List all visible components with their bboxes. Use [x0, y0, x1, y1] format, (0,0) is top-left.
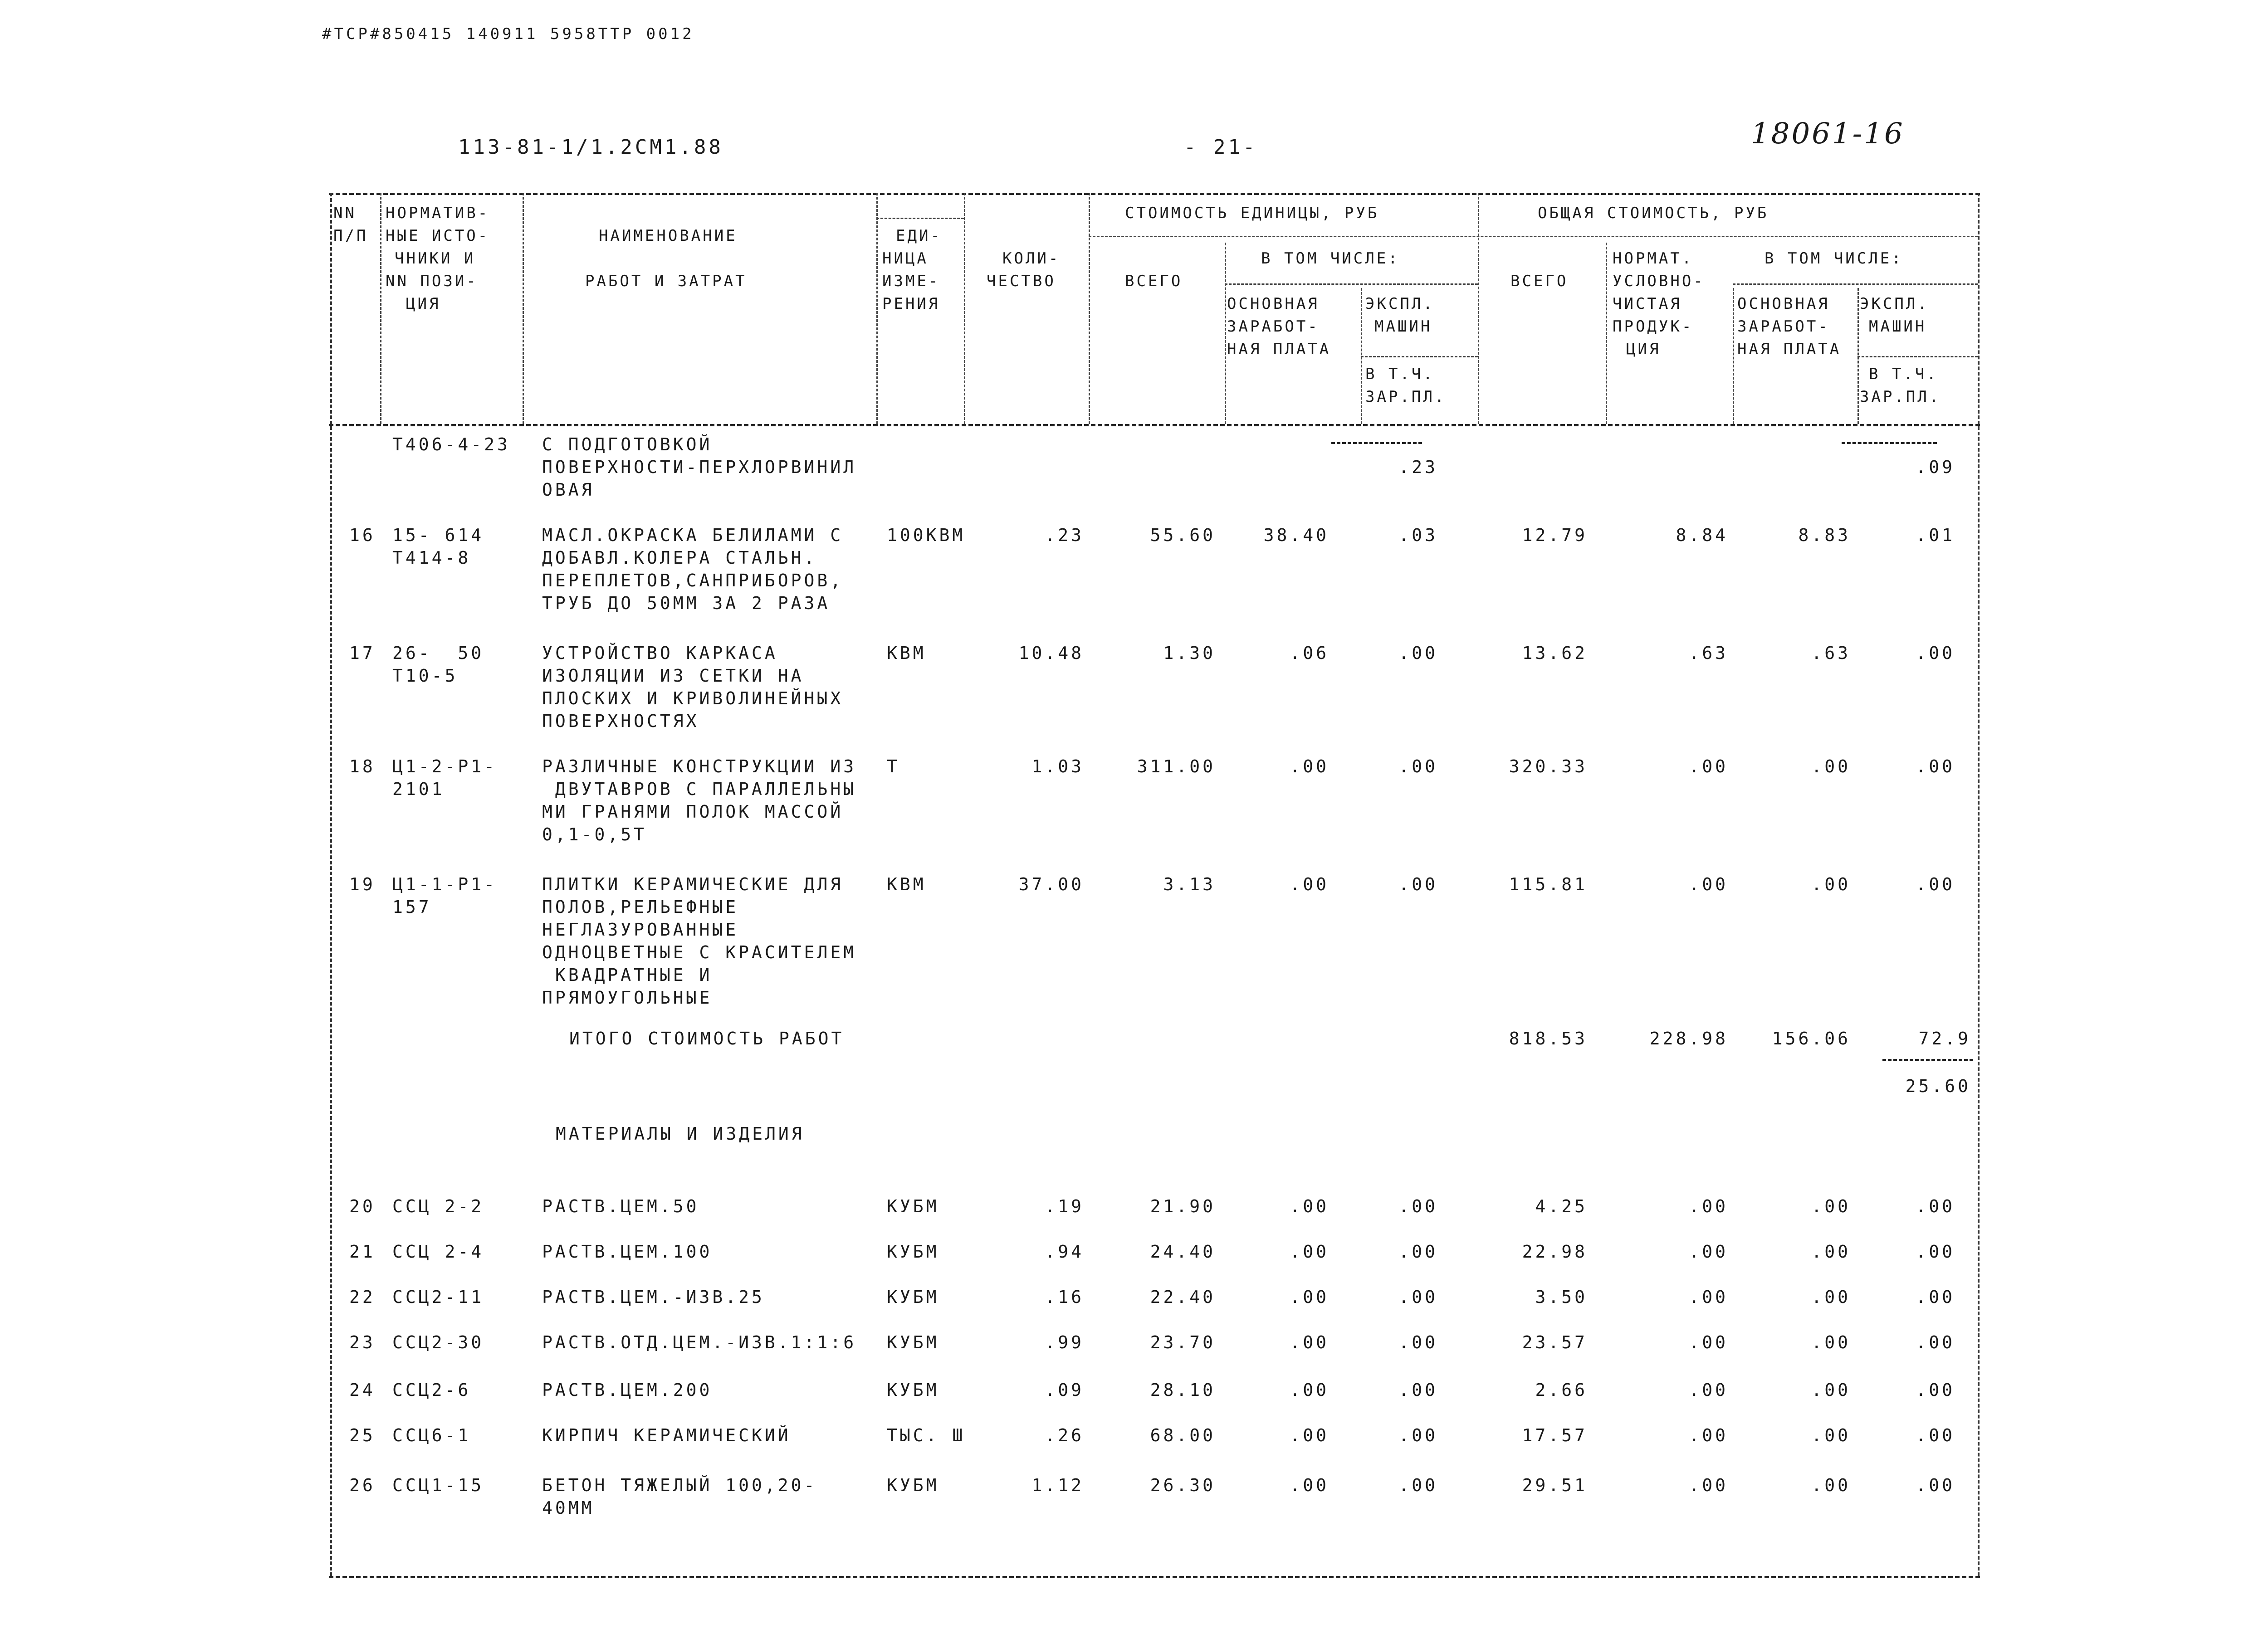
material-row-norm: .00 — [1689, 1332, 1728, 1352]
col-sep — [964, 193, 965, 424]
hdr-vtom: В ТОМ ЧИСЛЕ: — [1261, 249, 1400, 268]
itogo-dash — [1882, 1059, 1973, 1061]
work-row-name-line: ТРУБ ДО 50ММ ЗА 2 РАЗА — [542, 593, 831, 613]
material-row-osn: .00 — [1290, 1475, 1329, 1495]
material-row-code: ССЦ 2-4 — [392, 1242, 484, 1262]
material-row-code: ССЦ6-1 — [392, 1425, 471, 1445]
cont-name-3: ОВАЯ — [542, 480, 595, 500]
eksp-sep2 — [1857, 356, 1978, 357]
handwritten-note: 18061-16 — [1751, 117, 1905, 151]
hdr-vtzp-2: ЗАР.ПЛ. — [1365, 388, 1447, 406]
material-row-unit: КУБМ — [887, 1287, 939, 1307]
col-sep — [876, 193, 878, 424]
hdr-vtom-2: В ТОМ ЧИСЛЕ: — [1765, 249, 1903, 268]
hdr-normch-1: НОРМАТ. — [1613, 249, 1694, 268]
material-row-osn: .00 — [1290, 1287, 1329, 1307]
itogo-total: 818.53 — [1509, 1029, 1588, 1049]
work-row-osn2: 8.83 — [1798, 525, 1851, 545]
material-row-norm: .00 — [1689, 1242, 1728, 1262]
col-sep — [523, 193, 524, 424]
material-row-osn2: .00 — [1811, 1196, 1851, 1216]
hdr-total-cost: ОБЩАЯ СТОИМОСТЬ, РУБ — [1538, 204, 1769, 222]
hdr-name-2: РАБОТ И ЗАТРАТ — [585, 272, 747, 290]
material-row-unit: ТЫС. Ш — [887, 1425, 966, 1445]
work-row-qty: 1.03 — [1031, 756, 1084, 776]
hdr-unit-4: РЕНИЯ — [882, 295, 940, 313]
material-row-name-line: РАСТВ.ЦЕМ.-ИЗВ.25 — [542, 1287, 765, 1307]
work-row-name-line: ДОБАВЛ.КОЛЕРА СТАЛЬН. — [542, 548, 817, 568]
hdr-normch-5: ЦИЯ — [1626, 340, 1661, 358]
material-row-vsego: 21.90 — [1150, 1196, 1216, 1216]
vtom-sep2 — [1733, 283, 1978, 285]
work-row-unit: КВМ — [887, 643, 926, 663]
work-row-name-line: НЕГЛАЗУРОВАННЫЕ — [542, 920, 739, 940]
material-row-eksp2: .00 — [1916, 1425, 1955, 1445]
work-row-name-line: ПОВЕРХНОСТЯХ — [542, 711, 699, 731]
hdr-osn-3: НАЯ ПЛАТА — [1227, 340, 1331, 358]
work-row-code: 15- 614 — [392, 525, 484, 545]
work-row-code: Ц1-1-Р1- — [392, 874, 498, 894]
material-row-num: 25 — [349, 1425, 376, 1445]
work-row-osn: .06 — [1290, 643, 1329, 663]
material-row-qty: .99 — [1045, 1332, 1084, 1352]
work-row-name-line: 0,1-0,5Т — [542, 824, 647, 844]
work-row-vsego: 1.30 — [1163, 643, 1216, 663]
material-row-total: 23.57 — [1522, 1332, 1588, 1352]
work-row-eksp2: .01 — [1916, 525, 1955, 545]
material-row-osn: .00 — [1290, 1332, 1329, 1352]
work-row-code: Т414-8 — [392, 548, 471, 568]
col-sep — [1478, 193, 1479, 424]
hdr-qty-1: КОЛИ- — [1002, 249, 1061, 268]
col-sep — [380, 193, 381, 424]
material-row-unit: КУБМ — [887, 1242, 939, 1262]
material-row-name-line: РАСТВ.ОТД.ЦЕМ.-ИЗВ.1:1:6 — [542, 1332, 857, 1352]
hdr-eksp-2: МАШИН — [1374, 317, 1432, 336]
hdr-unit-cost: СТОИМОСТЬ ЕДИНИЦЫ, РУБ — [1125, 204, 1379, 222]
work-row-osn2: .00 — [1811, 874, 1851, 894]
work-row-eksp2: .00 — [1916, 756, 1955, 776]
col-sep — [1733, 288, 1734, 424]
work-row-total: 115.81 — [1509, 874, 1588, 894]
material-row-osn2: .00 — [1811, 1332, 1851, 1352]
work-row-unit: Т — [887, 756, 900, 776]
material-row-num: 26 — [349, 1475, 376, 1495]
work-row-total: 320.33 — [1509, 756, 1588, 776]
work-row-name-line: ПОЛОВ,РЕЛЬЕФНЫЕ — [542, 897, 739, 917]
vtom-sep — [1225, 283, 1478, 285]
hdr-vtzp2-1: В Т.Ч. — [1869, 365, 1938, 383]
itogo-zp: 25.60 — [1905, 1076, 1971, 1096]
hdr-unit-3: ИЗМЕ- — [882, 272, 940, 290]
header-bottom-line — [329, 424, 1980, 426]
work-row-eksp: .00 — [1398, 756, 1438, 776]
work-row-eksp2: .00 — [1916, 874, 1955, 894]
material-row-vsego: 23.70 — [1150, 1332, 1216, 1352]
material-row-eksp2: .00 — [1916, 1196, 1955, 1216]
material-row-code: ССЦ2-6 — [392, 1380, 471, 1400]
material-row-vsego: 68.00 — [1150, 1425, 1216, 1445]
material-row-num: 22 — [349, 1287, 376, 1307]
material-row-vsego: 28.10 — [1150, 1380, 1216, 1400]
materials-title: МАТЕРИАЛЫ И ИЗДЕЛИЯ — [556, 1124, 805, 1144]
hdr-eksp-1: ЭКСПЛ. — [1365, 295, 1435, 313]
work-row-norm: .00 — [1689, 874, 1728, 894]
work-row-name-line: ОДНОЦВЕТНЫЕ С КРАСИТЕЛЕМ — [542, 942, 857, 962]
material-row-qty: .26 — [1045, 1425, 1084, 1445]
material-row-name-line: БЕТОН ТЯЖЕЛЫЙ 100,20- — [542, 1475, 817, 1495]
work-row-num: 18 — [349, 756, 376, 776]
material-row-osn2: .00 — [1811, 1475, 1851, 1495]
material-row-eksp: .00 — [1398, 1380, 1438, 1400]
material-row-vsego: 26.30 — [1150, 1475, 1216, 1495]
material-row-qty: .19 — [1045, 1196, 1084, 1216]
material-row-eksp2: .00 — [1916, 1287, 1955, 1307]
work-row-norm: 8.84 — [1676, 525, 1728, 545]
cont-total-eksp-zp: .09 — [1916, 457, 1955, 477]
material-row-eksp2: .00 — [1916, 1380, 1955, 1400]
hdr-norm-5: ЦИЯ — [406, 295, 441, 313]
material-row-eksp: .00 — [1398, 1242, 1438, 1262]
hdr-vsego-2: ВСЕГО — [1510, 272, 1569, 290]
work-row-qty: 37.00 — [1018, 874, 1084, 894]
hdr-osn-2: ЗАРАБОТ- — [1227, 317, 1320, 336]
material-row-unit: КУБМ — [887, 1332, 939, 1352]
work-row-num: 17 — [349, 643, 376, 663]
material-row-name-line: 40ММ — [542, 1498, 595, 1518]
work-row-total: 13.62 — [1522, 643, 1588, 663]
hdr-vtzp-1: В Т.Ч. — [1365, 365, 1435, 383]
cont-code: Т406-4-23 — [392, 434, 510, 454]
work-row-code: Ц1-2-Р1- — [392, 756, 498, 776]
hdr-norm-2: НЫЕ ИСТО- — [386, 227, 490, 245]
work-row-num: 19 — [349, 874, 376, 894]
col-sep — [1225, 243, 1226, 424]
work-row-osn2: .63 — [1811, 643, 1851, 663]
material-row-osn2: .00 — [1811, 1242, 1851, 1262]
document-code: 113-81-1/1.2СМ1.88 — [458, 136, 723, 159]
col-sep — [1089, 193, 1090, 424]
work-row-vsego: 311.00 — [1137, 756, 1216, 776]
cont-dash — [1331, 442, 1422, 444]
material-row-total: 2.66 — [1535, 1380, 1588, 1400]
page-number: - 21- — [1184, 136, 1258, 159]
material-row-name-line: РАСТВ.ЦЕМ.100 — [542, 1242, 713, 1262]
hdr-normch-2: УСЛОВНО- — [1613, 272, 1705, 290]
material-row-osn2: .00 — [1811, 1425, 1851, 1445]
cont-unit-eksp-zp: .23 — [1398, 457, 1438, 477]
work-row-name-line: ПЕРЕПЛЕТОВ,САНПРИБОРОВ, — [542, 571, 844, 590]
hdr-unit-2: НИЦА — [882, 249, 929, 268]
material-row-unit: КУБМ — [887, 1380, 939, 1400]
work-row-name-line: МАСЛ.ОКРАСКА БЕЛИЛАМИ С — [542, 525, 844, 545]
material-row-unit: КУБМ — [887, 1196, 939, 1216]
frame-left — [330, 193, 332, 1576]
material-row-osn: .00 — [1290, 1425, 1329, 1445]
material-row-eksp: .00 — [1398, 1425, 1438, 1445]
material-row-norm: .00 — [1689, 1475, 1728, 1495]
material-row-total: 22.98 — [1522, 1242, 1588, 1262]
col-sep — [1606, 243, 1607, 424]
cont-name-1: С ПОДГОТОВКОЙ — [542, 434, 713, 454]
work-row-norm: .00 — [1689, 756, 1728, 776]
itogo-label: ИТОГО СТОИМОСТЬ РАБОТ — [569, 1029, 845, 1049]
work-row-vsego: 3.13 — [1163, 874, 1216, 894]
cost-sep — [1089, 236, 1978, 237]
material-row-num: 20 — [349, 1196, 376, 1216]
hdr-nn-1: NN — [333, 204, 357, 222]
material-row-eksp2: .00 — [1916, 1332, 1955, 1352]
hdr-osn2-1: ОСНОВНАЯ — [1737, 295, 1830, 313]
hdr-nn-2: П/П — [333, 227, 368, 245]
work-row-num: 16 — [349, 525, 376, 545]
hdr-eksp2-2: МАШИН — [1869, 317, 1927, 336]
work-row-code: Т10-5 — [392, 666, 458, 686]
material-row-vsego: 22.40 — [1150, 1287, 1216, 1307]
hdr-eksp2-1: ЭКСПЛ. — [1860, 295, 1929, 313]
work-row-eksp: .00 — [1398, 874, 1438, 894]
material-row-eksp: .00 — [1398, 1196, 1438, 1216]
work-row-code: 26- 50 — [392, 643, 484, 663]
cont-name-2: ПОВЕРХНОСТИ-ПЕРХЛОРВИНИЛ — [542, 457, 857, 477]
material-row-unit: КУБМ — [887, 1475, 939, 1495]
work-row-osn2: .00 — [1811, 756, 1851, 776]
material-row-num: 24 — [349, 1380, 376, 1400]
material-row-osn: .00 — [1290, 1380, 1329, 1400]
work-row-name-line: ДВУТАВРОВ С ПАРАЛЛЕЛЬНЫ — [542, 779, 857, 799]
material-row-name-line: РАСТВ.ЦЕМ.200 — [542, 1380, 713, 1400]
hdr-normch-3: ЧИСТАЯ — [1613, 295, 1682, 313]
work-row-qty: 10.48 — [1018, 643, 1084, 663]
material-row-eksp: .00 — [1398, 1332, 1438, 1352]
cont-dash-2 — [1842, 442, 1937, 444]
material-row-code: ССЦ 2-2 — [392, 1196, 484, 1216]
hdr-osn2-2: ЗАРАБОТ- — [1737, 317, 1830, 336]
material-row-norm: .00 — [1689, 1287, 1728, 1307]
frame-top — [329, 193, 1980, 195]
work-row-name-line: РАЗЛИЧНЫЕ КОНСТРУКЦИИ ИЗ — [542, 756, 857, 776]
work-row-name-line: УСТРОЙСТВО КАРКАСА — [542, 643, 778, 663]
work-row-code: 2101 — [392, 779, 445, 799]
material-row-num: 23 — [349, 1332, 376, 1352]
hdr-vtzp2-2: ЗАР.ПЛ. — [1860, 388, 1941, 406]
material-row-name-line: КИРПИЧ КЕРАМИЧЕСКИЙ — [542, 1425, 791, 1445]
work-row-name-line: КВАДРАТНЫЕ И — [542, 965, 713, 985]
material-row-code: ССЦ2-11 — [392, 1287, 484, 1307]
unit-sep — [876, 218, 964, 219]
hdr-qty-2: ЧЕСТВО — [987, 272, 1056, 290]
hdr-unit-1: ЕДИ- — [896, 227, 942, 245]
material-row-num: 21 — [349, 1242, 376, 1262]
itogo-norm: 228.98 — [1649, 1029, 1728, 1049]
hdr-normch-4: ПРОДУК- — [1613, 317, 1694, 336]
hdr-osn-1: ОСНОВНАЯ — [1227, 295, 1320, 313]
material-row-name-line: РАСТВ.ЦЕМ.50 — [542, 1196, 699, 1216]
work-row-unit: КВМ — [887, 874, 926, 894]
work-row-code: 157 — [392, 897, 432, 917]
work-row-osn: .00 — [1290, 874, 1329, 894]
material-row-osn: .00 — [1290, 1196, 1329, 1216]
work-row-eksp: .03 — [1398, 525, 1438, 545]
eksp-sep — [1361, 356, 1478, 357]
hdr-osn2-3: НАЯ ПЛАТА — [1737, 340, 1842, 358]
material-row-eksp: .00 — [1398, 1475, 1438, 1495]
material-row-total: 17.57 — [1522, 1425, 1588, 1445]
material-row-qty: .16 — [1045, 1287, 1084, 1307]
work-row-total: 12.79 — [1522, 525, 1588, 545]
hdr-vsego: ВСЕГО — [1125, 272, 1183, 290]
work-row-name-line: ПЛИТКИ КЕРАМИЧЕСКИЕ ДЛЯ — [542, 874, 844, 894]
material-row-norm: .00 — [1689, 1380, 1728, 1400]
material-row-qty: .09 — [1045, 1380, 1084, 1400]
work-row-osn: .00 — [1290, 756, 1329, 776]
material-row-osn: .00 — [1290, 1242, 1329, 1262]
work-row-name-line: МИ ГРАНЯМИ ПОЛОК МАССОЙ — [542, 802, 844, 822]
hdr-norm-1: НОРМАТИВ- — [386, 204, 490, 222]
material-row-code: ССЦ2-30 — [392, 1332, 484, 1352]
frame-bottom — [329, 1576, 1980, 1578]
material-row-total: 29.51 — [1522, 1475, 1588, 1495]
itogo-osn2: 156.06 — [1772, 1029, 1851, 1049]
material-row-vsego: 24.40 — [1150, 1242, 1216, 1262]
work-row-qty: .23 — [1045, 525, 1084, 545]
material-row-eksp2: .00 — [1916, 1242, 1955, 1262]
scan-code: #ТСР#850415 140911 5958ТТР 0012 — [322, 25, 694, 43]
work-row-unit: 100КВМ — [887, 525, 966, 545]
hdr-norm-3: ЧНИКИ И — [395, 249, 476, 268]
work-row-name-line: ИЗОЛЯЦИИ ИЗ СЕТКИ НА — [542, 666, 804, 686]
material-row-total: 3.50 — [1535, 1287, 1588, 1307]
material-row-eksp2: .00 — [1916, 1475, 1955, 1495]
material-row-osn2: .00 — [1811, 1287, 1851, 1307]
work-row-name-line: ПРЯМОУГОЛЬНЫЕ — [542, 988, 713, 1008]
material-row-osn2: .00 — [1811, 1380, 1851, 1400]
material-row-norm: .00 — [1689, 1425, 1728, 1445]
material-row-code: ССЦ1-15 — [392, 1475, 484, 1495]
work-row-eksp2: .00 — [1916, 643, 1955, 663]
hdr-norm-4: NN ПОЗИ- — [386, 272, 478, 290]
itogo-eksp2: 72.9 — [1918, 1029, 1971, 1049]
material-row-norm: .00 — [1689, 1196, 1728, 1216]
material-row-total: 4.25 — [1535, 1196, 1588, 1216]
work-row-osn: 38.40 — [1263, 525, 1329, 545]
material-row-eksp: .00 — [1398, 1287, 1438, 1307]
frame-right — [1978, 193, 1980, 1576]
work-row-name-line: ПЛОСКИХ И КРИВОЛИНЕЙНЫХ — [542, 688, 844, 708]
work-row-eksp: .00 — [1398, 643, 1438, 663]
work-row-vsego: 55.60 — [1150, 525, 1216, 545]
material-row-qty: 1.12 — [1031, 1475, 1084, 1495]
material-row-qty: .94 — [1045, 1242, 1084, 1262]
work-row-norm: .63 — [1689, 643, 1728, 663]
hdr-name-1: НАИМЕНОВАНИЕ — [599, 227, 738, 245]
